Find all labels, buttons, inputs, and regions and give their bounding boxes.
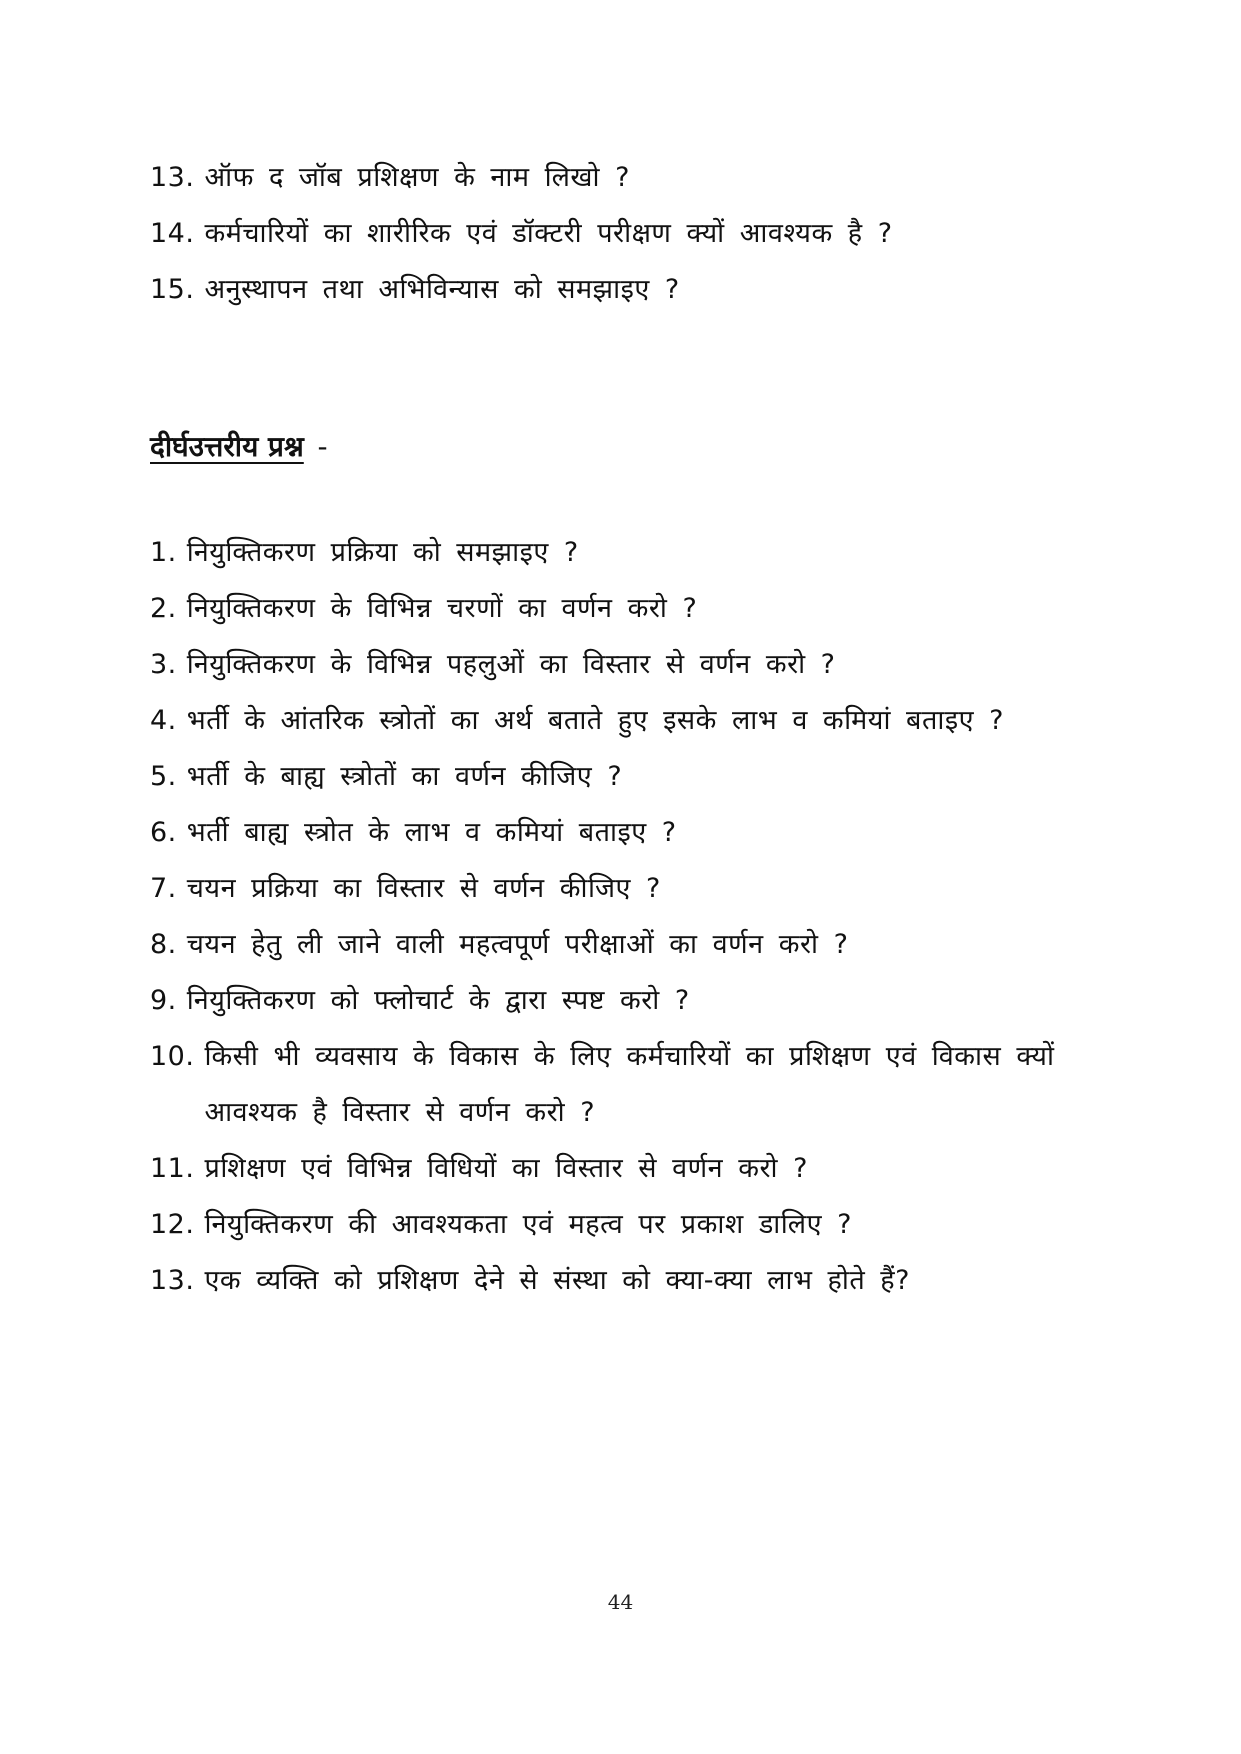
list-item bbox=[150, 973, 1090, 1029]
question-number: 8. bbox=[150, 929, 177, 960]
question-text: चयन हेतु ली जाने वाली महत्वपूर्ण परीक्षाओं का वर्णन करो ? bbox=[186, 929, 849, 960]
question-text: भर्ती के बाह्य स्त्रोतों का वर्णन कीजिए ? bbox=[186, 761, 623, 792]
page-number: 44 bbox=[607, 1590, 634, 1614]
list-item bbox=[150, 262, 1090, 318]
question-text: कर्मचारियों का शारीरिक एवं डॉक्टरी परीक्षण क्यों आवश्यक है ? bbox=[204, 218, 893, 249]
question-text: नियुक्तिकरण की आवश्यकता एवं महत्व पर प्रकाश डालिए ? bbox=[204, 1209, 852, 1240]
list-item bbox=[150, 861, 1090, 917]
question-number: 2. bbox=[150, 593, 177, 624]
question-text: ऑफ द जॉब प्रशिक्षण के नाम लिखो ? bbox=[204, 162, 630, 193]
question-text: नियुक्तिकरण के विभिन्न चरणों का वर्णन करो ? bbox=[186, 593, 698, 624]
list-item bbox=[150, 917, 1090, 973]
question-text: नियुक्तिकरण के विभिन्न पहलुओं का विस्तार से वर्णन करो ? bbox=[186, 649, 836, 680]
list-item bbox=[150, 206, 1090, 262]
list-item bbox=[150, 150, 1090, 206]
question-number: 13. bbox=[150, 162, 195, 193]
section-title: दीर्घउत्तरीय प्रश्न bbox=[150, 430, 304, 463]
question-number: 12. bbox=[150, 1209, 195, 1240]
short-question-list bbox=[150, 150, 1090, 318]
question-number: 14. bbox=[150, 218, 195, 249]
list-item bbox=[150, 805, 1090, 861]
question-number: 7. bbox=[150, 873, 177, 904]
list-item bbox=[150, 1141, 1090, 1197]
section-heading bbox=[150, 422, 328, 472]
question-text: भर्ती बाह्य स्त्रोत के लाभ व कमियां बताइए ? bbox=[186, 817, 677, 848]
question-number: 9. bbox=[150, 985, 177, 1016]
question-text: किसी भी व्यवसाय के विकास के लिए कर्मचारियों का प्रशिक्षण एवं विकास क्यों आवश्यक है विस्तार से वर्णन करो ? bbox=[204, 1041, 1055, 1128]
list-item bbox=[150, 749, 1090, 805]
question-text: भर्ती के आंतरिक स्त्रोतों का अर्थ बताते हुए इसके लाभ व कमियां बताइए ? bbox=[186, 705, 1004, 736]
section-title-dash: - bbox=[317, 430, 328, 463]
list-item bbox=[150, 693, 1090, 749]
question-number: 13. bbox=[150, 1265, 195, 1296]
question-text: अनुस्थापन तथा अभिविन्यास को समझाइए ? bbox=[204, 274, 680, 305]
question-text: नियुक्तिकरण प्रक्रिया को समझाइए ? bbox=[186, 537, 579, 568]
long-question-list bbox=[150, 525, 1090, 1309]
question-number: 1. bbox=[150, 537, 177, 568]
question-number: 11. bbox=[150, 1153, 195, 1184]
question-number: 10. bbox=[150, 1041, 195, 1072]
list-item bbox=[150, 1253, 1090, 1309]
question-number: 5. bbox=[150, 761, 177, 792]
question-number: 15. bbox=[150, 274, 195, 305]
list-item bbox=[150, 1029, 1090, 1141]
question-number: 6. bbox=[150, 817, 177, 848]
question-number: 3. bbox=[150, 649, 177, 680]
question-text: चयन प्रक्रिया का विस्तार से वर्णन कीजिए ? bbox=[186, 873, 661, 904]
list-item bbox=[150, 1197, 1090, 1253]
question-number: 4. bbox=[150, 705, 177, 736]
list-item bbox=[150, 637, 1090, 693]
question-text: एक व्यक्ति को प्रशिक्षण देने से संस्था को क्या-क्या लाभ होते हैं? bbox=[204, 1265, 910, 1296]
question-text: प्रशिक्षण एवं विभिन्न विधियों का विस्तार से वर्णन करो ? bbox=[204, 1153, 808, 1184]
list-item bbox=[150, 581, 1090, 637]
list-item bbox=[150, 525, 1090, 581]
question-text: नियुक्तिकरण को फ्लोचार्ट के द्वारा स्पष्ट करो ? bbox=[186, 985, 690, 1016]
